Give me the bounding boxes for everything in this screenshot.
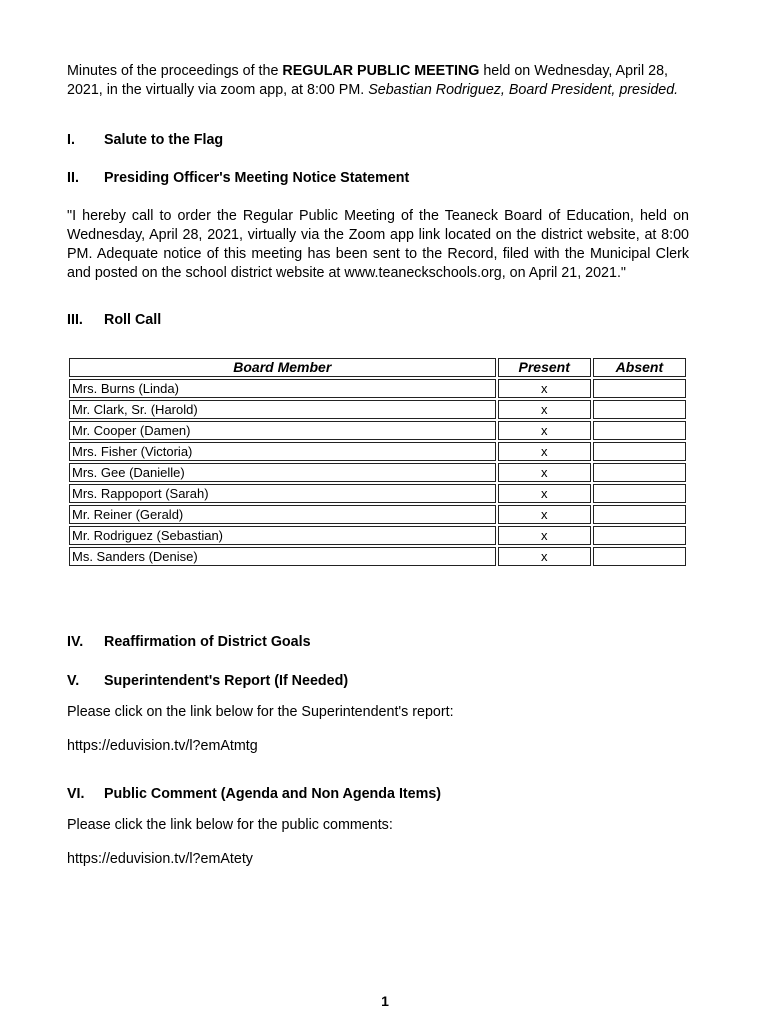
member-name: Mrs. Burns (Linda): [69, 379, 496, 398]
intro-paragraph: [67, 62, 689, 100]
table-row: [69, 505, 686, 524]
page-number: 1: [381, 993, 389, 1009]
intro-text-2: held on Wednesday, April 28, 2021, in the virtually via zoom app, at 8:00 PM.: [67, 63, 669, 98]
member-name: Mrs. Rappoport (Sarah): [69, 484, 496, 503]
section-heading-2: [67, 170, 409, 186]
member-name: Mr. Rodriguez (Sebastian): [69, 526, 496, 545]
section-heading-1: [67, 132, 223, 148]
present-mark: x: [498, 442, 591, 461]
absent-mark: [593, 484, 686, 503]
member-name: Mrs. Gee (Danielle): [69, 463, 496, 482]
roll-call-table: [67, 356, 688, 568]
section-heading-4: [67, 634, 311, 650]
absent-mark: [593, 505, 686, 524]
table-row: [69, 463, 686, 482]
table-row: [69, 442, 686, 461]
section-number: V.: [67, 673, 80, 689]
absent-mark: [593, 442, 686, 461]
present-mark: x: [498, 526, 591, 545]
present-header: Present: [498, 358, 591, 377]
board-member-header: Board Member: [69, 358, 496, 377]
presided-note: Sebastian Rodriguez, Board President, presided.: [368, 82, 679, 98]
present-mark: x: [498, 463, 591, 482]
section-number: II.: [67, 170, 79, 186]
public-comment-link[interactable]: https://eduvision.tv/l?emAtety: [67, 851, 253, 867]
notice-statement: "I hereby call to order the Regular Public Meeting of the Teaneck Board of Education, held on Wednesday, April 28, 2021, virtually via the Zoom app link located on the district website, at 8:00 PM. Adequate notice of this meeting has been sent to the Record, filed with the Municipal Clerk and posted on the school district website at www.teaneckschools.org, on April 21, 2021.": [67, 208, 689, 281]
section-title: Roll Call: [104, 312, 162, 328]
section-number: I.: [67, 132, 75, 148]
meeting-type: REGULAR PUBLIC MEETING: [282, 63, 480, 79]
section-number: III.: [67, 312, 83, 328]
table-row: [69, 421, 686, 440]
member-name: Ms. Sanders (Denise): [69, 547, 496, 566]
absent-mark: [593, 379, 686, 398]
table-row: [69, 526, 686, 545]
absent-mark: [593, 526, 686, 545]
present-mark: x: [498, 379, 591, 398]
absent-mark: [593, 421, 686, 440]
section-number: IV.: [67, 634, 84, 650]
absent-mark: [593, 400, 686, 419]
section-title: Public Comment (Agenda and Non Agenda Items): [104, 786, 442, 802]
superintendent-report-link[interactable]: https://eduvision.tv/l?emAtmtg: [67, 738, 258, 754]
absent-mark: [593, 463, 686, 482]
absent-mark: [593, 547, 686, 566]
table-row: [69, 484, 686, 503]
section-number: VI.: [67, 786, 85, 802]
section-title: Superintendent's Report (If Needed): [104, 673, 349, 689]
member-name: Mr. Clark, Sr. (Harold): [69, 400, 496, 419]
table-row: [69, 547, 686, 566]
member-name: Mrs. Fisher (Victoria): [69, 442, 496, 461]
section-title: Reaffirmation of District Goals: [104, 634, 311, 650]
member-name: Mr. Cooper (Damen): [69, 421, 496, 440]
table-row: [69, 379, 686, 398]
section-heading-3: [67, 312, 161, 328]
section-heading-6: [67, 786, 441, 802]
present-mark: x: [498, 505, 591, 524]
table-row: [69, 400, 686, 419]
member-name: Mr. Reiner (Gerald): [69, 505, 496, 524]
present-mark: x: [498, 400, 591, 419]
intro-text-1: Minutes of the proceedings of the: [67, 63, 283, 79]
present-mark: x: [498, 547, 591, 566]
present-mark: x: [498, 421, 591, 440]
present-mark: x: [498, 484, 591, 503]
absent-header: Absent: [593, 358, 686, 377]
table-header-row: [69, 358, 686, 377]
superintendent-instructions: Please click on the link below for the Superintendent's report:: [67, 704, 454, 720]
section-heading-5: [67, 673, 348, 689]
section-title: Salute to the Flag: [104, 132, 224, 148]
public-comment-instructions: Please click the link below for the public comments:: [67, 817, 393, 833]
section-title: Presiding Officer's Meeting Notice Statement: [104, 170, 410, 186]
